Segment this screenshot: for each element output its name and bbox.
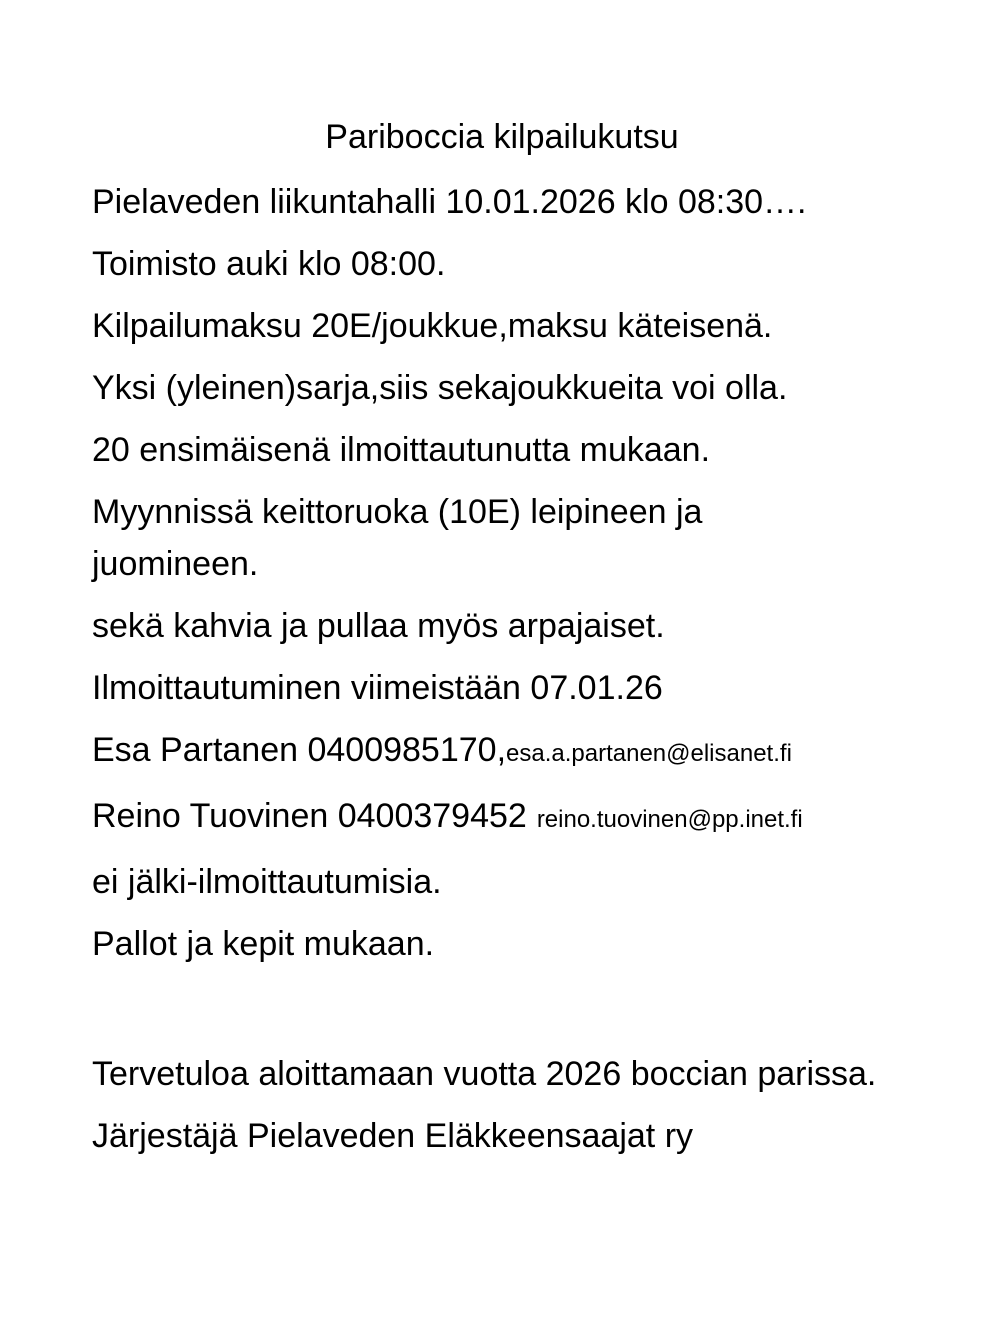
page-title: Pariboccia kilpailukutsu — [325, 118, 679, 156]
contact-name-phone: Reino Tuovinen 0400379452 — [92, 797, 527, 835]
contact-line — [92, 733, 912, 771]
doc-line-deadline: Ilmoittautuminen viimeistään 07.01.26 — [92, 669, 663, 707]
doc-line-entry-limit: 20 ensimäisenä ilmoittautunutta mukaan. — [92, 431, 711, 469]
contact-name-phone: Esa Partanen 0400985170, — [92, 731, 507, 769]
contact-line — [92, 799, 912, 837]
doc-line-office-hours: Toimisto auki klo 08:00. — [92, 245, 446, 283]
doc-line-series: Yksi (yleinen)sarja,siis sekajoukkueita voi olla. — [92, 369, 788, 407]
doc-line-fee: Kilpailumaksu 20E/joukkue,maksu käteisenä. — [92, 307, 773, 345]
doc-line-welcome: Tervetuloa aloittamaan vuotta 2026 boccian parissa. — [92, 1055, 877, 1093]
contact-email: reino.tuovinen@pp.inet.fi — [536, 806, 803, 833]
doc-line-equipment: Pallot ja kepit mukaan. — [92, 925, 435, 963]
doc-line-organizer: Järjestäjä Pielaveden Eläkkeensaajat ry — [92, 1117, 694, 1155]
doc-line-coffee-raffle: sekä kahvia ja pullaa myös arpajaiset. — [92, 607, 665, 645]
doc-line-no-late-entries: ei jälki-ilmoittautumisia. — [92, 863, 442, 901]
doc-line-venue: Pielaveden liikuntahalli 10.01.2026 klo 08:30…. — [92, 183, 807, 221]
doc-line-food-1: Myynnissä keittoruoka (10E) leipineen ja — [92, 493, 703, 531]
contact-email: esa.a.partanen@elisanet.fi — [506, 740, 792, 767]
doc-line-food-2: juomineen. — [92, 545, 259, 583]
